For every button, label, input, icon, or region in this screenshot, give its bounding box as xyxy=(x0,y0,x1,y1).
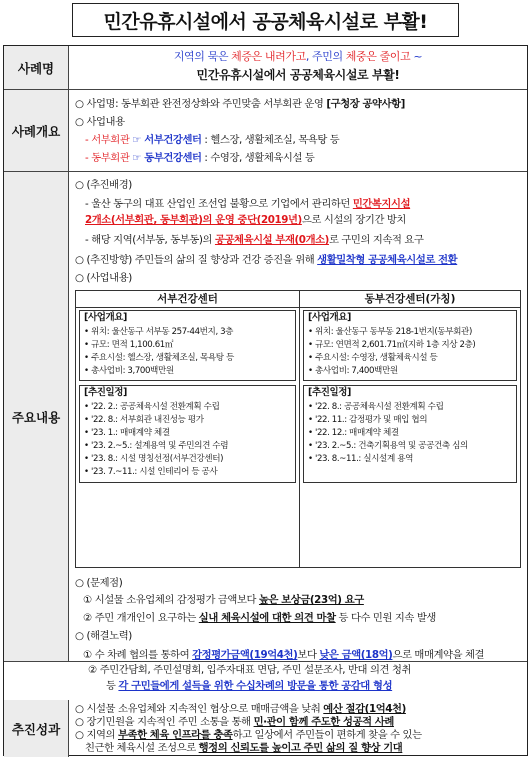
text: : 헬스장, 생활체조실, 목욕탕 등 xyxy=(201,134,340,146)
text: 하고 일상에서 주민들이 편하게 찾을 수 있는 xyxy=(232,729,422,741)
case-name-slogan xyxy=(75,50,521,64)
text: ○ (추진방향) 주민들의 삶의 질 향상과 건강 증진을 위해 xyxy=(75,254,318,266)
problem-line-2 xyxy=(83,611,521,625)
text: 높은 보상금(23억) 요구 xyxy=(258,594,364,606)
result-line-1 xyxy=(75,702,521,716)
main-label: 주요내용 xyxy=(4,172,69,661)
east-schedule-title: [추진일정] xyxy=(308,387,351,398)
text: 으로 시설의 장기간 방치 xyxy=(301,214,406,226)
result-line-4 xyxy=(85,741,521,755)
case-name-label: 사례명 xyxy=(4,46,69,89)
centers-comparison-table xyxy=(75,290,521,568)
west-schedule-item: • '23. 2.~5.: 설계용역 및 주민의견 수렴 xyxy=(84,441,229,451)
text: 등 xyxy=(106,680,119,692)
case-name-title: 민간유휴시설에서 공공체육시설로 부활! xyxy=(196,68,400,82)
east-overview-item: • 주요시설: 수영장, 생활체육시설 등 xyxy=(308,353,438,363)
text: 친근한 체육시설 조성으로 xyxy=(85,742,199,754)
results-body xyxy=(69,700,527,757)
text: ○ 사업명: 동부회관 완전정상화와 주민맞춤 서부회관 운영 xyxy=(75,98,327,110)
west-schedule-cell xyxy=(79,385,296,483)
results-label: 추진성과 xyxy=(4,700,69,757)
text: 민·관이 함께 주도한 성공적 사례 xyxy=(253,716,394,728)
text: 행정의 신뢰도를 높이고 주민 삶의 질 향상 기대 xyxy=(198,742,403,754)
slogan-part: 체중은 줄이고 xyxy=(345,50,411,63)
text: - 서부회관 xyxy=(85,134,133,146)
east-schedule-item: • '23. 2.~5.: 건축기획용역 및 공공건축 심의 xyxy=(308,441,468,451)
text: ① 시설물 소유업체의 감정평가 금액보다 xyxy=(83,594,259,606)
east-schedule-item: • '23. 8.~11.: 실시설계 용역 xyxy=(308,454,413,464)
problem-line-1 xyxy=(83,593,521,607)
text: - 울산 동구의 대표 산업인 조선업 불황으로 기업에서 관리하던 xyxy=(85,198,353,210)
case-table xyxy=(3,45,528,756)
slogan-part: ~ xyxy=(410,50,423,63)
east-schedule-item: • '22. 8.: 공공체육시설 전환계획 수립 xyxy=(308,402,444,412)
text: 예산 절감(1억4천) xyxy=(323,703,406,715)
text: 등 다수 민원 지속 발생 xyxy=(335,612,436,624)
west-overview-item: • 주요시설: 헬스장, 생활체조실, 목욕탕 등 xyxy=(84,353,234,363)
solution-line-2b xyxy=(106,679,521,693)
text: 공공체육시설 부재(0개소) xyxy=(214,234,329,246)
results-row xyxy=(4,700,527,757)
west-overview-cell xyxy=(79,310,296,381)
east-overview-cell xyxy=(303,310,517,381)
slogan-part: , 주민의 xyxy=(305,50,346,63)
background-line-3 xyxy=(85,233,521,247)
background-title: ○ (추진배경) xyxy=(75,179,132,191)
slogan-part: 지역의 묵은 xyxy=(173,50,232,63)
west-schedule-item: • '23. 8.: 시설 명칭선정(서부건강센터) xyxy=(84,454,224,464)
table-divider xyxy=(299,291,300,567)
text: 2개소(서부회관, 동부회관)의 운영 중단(2019년) xyxy=(85,214,302,226)
case-name-body xyxy=(69,46,527,89)
west-schedule-title: [추진일정] xyxy=(84,387,127,398)
text: : 수영장, 생활체육시설 등 xyxy=(201,152,315,164)
solution-title: ○ (해결노력) xyxy=(75,630,132,642)
business-title: ○ (사업내용) xyxy=(75,272,132,284)
text: - 해당 지역(서부동, 동부동)의 xyxy=(85,234,215,246)
main-body xyxy=(69,172,527,661)
west-overview-item: • 규모: 면적 1,100.61㎡ xyxy=(84,340,174,350)
solution-line-1 xyxy=(83,648,521,662)
east-overview-title: [사업개요] xyxy=(308,312,351,323)
east-center-header: 동부건강센터(가칭) xyxy=(300,291,520,308)
background-line-1 xyxy=(85,197,521,211)
overview-west xyxy=(85,133,521,147)
text: 생활밀착형 공공체육시설로 전환 xyxy=(317,254,458,266)
west-overview-title: [사업개요] xyxy=(84,312,127,323)
overview-content-title: ○ 사업내용 xyxy=(75,116,125,128)
text: [구청장 공약사항] xyxy=(326,98,405,110)
slogan-part: 체증은 내려가고 xyxy=(231,50,306,63)
west-schedule-item: • '23. 1.: 매매계약 체결 xyxy=(84,428,170,438)
west-center-header: 서부건강센터 xyxy=(76,291,299,308)
text: 실내 체육시설에 대한 의견 마찰 xyxy=(198,612,336,624)
overview-body xyxy=(69,90,527,171)
text: ○ 장기민원을 지속적인 주민 소통을 통해 xyxy=(75,716,254,728)
west-schedule-item: • '22. 8.: 서부회관 내진성능 평가 xyxy=(84,415,204,425)
text: - 동부회관 xyxy=(85,152,133,164)
text: 로 구민의 지속적 요구 xyxy=(328,234,424,246)
west-overview-item: • 총사업비: 3,700백만원 xyxy=(84,366,174,376)
text: 부족한 체육 인프라를 충족 xyxy=(117,729,233,741)
overview-east xyxy=(85,151,521,165)
result-line-3 xyxy=(75,728,521,742)
text: ○ 시설물 소유업체와 지속적인 협상으로 매매금액을 낮춰 xyxy=(75,703,324,715)
overview-row xyxy=(4,90,527,172)
overview-project-name xyxy=(75,97,521,111)
case-name-row xyxy=(4,46,527,90)
document-title: 민간유휴시설에서 공공체육시설로 부활! xyxy=(72,3,459,37)
east-schedule-item: • '22. 12.: 매매계약 체결 xyxy=(308,428,399,438)
text: ○ 지역의 xyxy=(75,729,118,741)
text: ☞ 동부건강센터 xyxy=(132,152,202,164)
east-overview-item: • 위치: 울산동구 동부동 218-1번지(동부회관) xyxy=(308,327,472,337)
overview-label: 사례개요 xyxy=(4,90,69,171)
text: 낮은 금액(18억) xyxy=(319,649,393,661)
west-schedule-item: • '22. 2.: 공공체육시설 전환계획 수립 xyxy=(84,402,220,412)
text: ① 수 차례 협의를 통하여 xyxy=(83,649,193,661)
direction-line xyxy=(75,253,521,267)
east-overview-item: • 규모: 연면적 2,601.71㎡(지하 1층 지상 2층) xyxy=(308,340,476,350)
west-schedule-item: • '23. 7.~11.: 시설 인테리어 등 공사 xyxy=(84,467,218,477)
result-line-2 xyxy=(75,715,521,729)
problem-title: ○ (문제점) xyxy=(75,577,123,589)
text: 으로 매매계약을 체결 xyxy=(392,649,485,661)
east-schedule-item: • '22. 11.: 감정평가 및 매입 협의 xyxy=(308,415,428,425)
solution-line-2a: ② 주민간담회, 주민설명회, 입주자대표 면담, 주민 설문조사, 반대 의견 청취 xyxy=(88,664,412,676)
main-row xyxy=(4,172,527,662)
text: 감정평가금액(19억4천) xyxy=(192,649,298,661)
east-schedule-cell xyxy=(303,385,517,483)
text: 민간복지시설 xyxy=(352,198,411,210)
text: ② 주민 개개인이 요구하는 xyxy=(83,612,199,624)
east-overview-item: • 총사업비: 7,400백만원 xyxy=(308,366,398,376)
text: 각 구민들에게 설득을 위한 수십차례의 방문을 통한 공감대 형성 xyxy=(118,680,393,692)
west-overview-item: • 위치: 울산동구 서부동 257-44번지, 3층 xyxy=(84,327,234,337)
text: ☞ 서부건강센터 xyxy=(132,134,202,146)
background-line-2 xyxy=(85,213,521,227)
text: 보다 xyxy=(297,649,320,661)
